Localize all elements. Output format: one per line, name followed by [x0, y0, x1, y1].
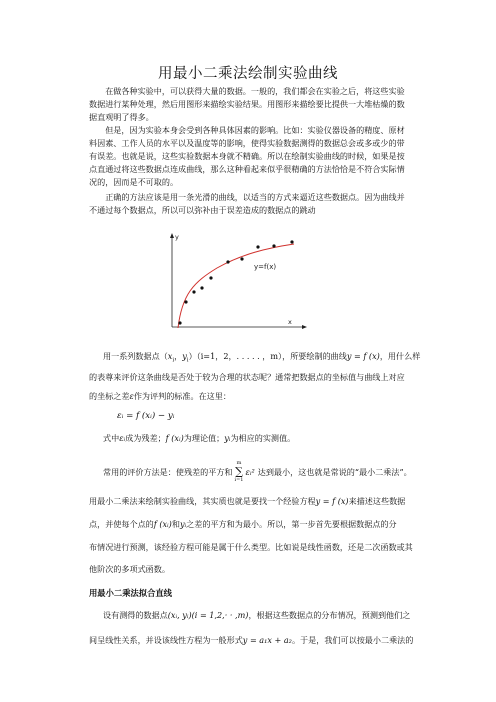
fit-curve-figure [162, 224, 312, 336]
curve-label: y=f(x) [254, 263, 277, 271]
text-line-linear-form: 间呈线性关系，并设该线性方程为一般形式y = a₁x + a₂。于是，我们可以按最小二乘法的 [89, 635, 414, 645]
data-point [226, 260, 229, 263]
text-line-minimize: 点，并使每个点的f (xᵢ)和yᵢ之差的平方和为最小。所以，第一步首先要根据数据点的分 [89, 519, 397, 529]
data-point [184, 300, 187, 303]
fitted-curve [178, 244, 294, 328]
equation-residual: εᵢ = f (xᵢ) − yᵢ [117, 411, 175, 421]
text-line-criterion: 的坐标之差ε作为评判的标准。在这里： [89, 391, 231, 401]
text-line-essence: 用最小二乘法来绘制实验曲线，其实质也就是要找一个经验方程y = f (x)来描述这些数据 [89, 496, 406, 506]
data-point [272, 244, 275, 247]
text-line-data-points: 设有测得的数据点(xᵢ, yᵢ)(i = 1,2,· · ,m)，根据这些数据点的分布情况，预测到他们之 [103, 610, 411, 620]
text-line-polynomial: 他阶次的多项式函数。 [89, 564, 170, 574]
data-point [240, 257, 243, 260]
data-point [256, 245, 259, 248]
y-axis-arrow [170, 233, 174, 238]
data-point [192, 290, 195, 293]
section-heading-linear-fit: 用最小二乘法拟合直线 [89, 588, 172, 598]
x-axis-label: x [288, 318, 292, 326]
text-line-evaluate: 的表尊来评价这条曲线是否处于较为合理的状态呢？通常把数据点的坐标值与曲线上对应 [89, 372, 405, 382]
text-line-distribution: 布情况进行预测，该经验方程可能是属于什么类型。比如说是线性函数，还是二次函数或其 [89, 542, 413, 552]
paragraph-intro: 在做各种实验中，可以获得大量的数据。一般的，我们都会在实验之后，将这些实验数据进行某种处理，然后用图形来描绘实验结果。用图形来描绘要比提供一大堆枯燥的数据直观明了得多。 [89, 86, 405, 123]
text-line-residual-def: 式中εᵢ成为残差；f (xᵢ)为理论值；yᵢ为相应的实测值。 [103, 433, 296, 443]
text-line-sum-of-squares: 常用的评价方法是：使残差的平方和 m ∑ i=1 εᵢ² 达到最小，这也就是常说的“最小二乘法”。 [103, 460, 412, 483]
x-axis-arrow [302, 325, 307, 329]
paragraph-error: 但是，因为实验本身会受到各种具体因素的影响。比如：实验仪器设备的精度、原材料因素、工作人员的水平以及温度等的影响，使得实验数据测得的数据总会或多或少的带有误差。也就是说，这些实验数据本身就不精确。所以在绘制实验曲线的时候，如果是按点直通过将这些数据点连成曲线，那么这种看起来似乎很精确的方法恰恰是不符合实际情况的，因而是不可取的。 [89, 125, 405, 188]
summation-symbol: m ∑ i=1 [234, 460, 244, 483]
data-point [200, 286, 203, 289]
y-axis-label: y [175, 233, 179, 241]
data-point [290, 240, 293, 243]
data-point [209, 276, 212, 279]
data-points [178, 240, 293, 324]
page-title: 用最小二乘法绘制实验曲线 [158, 66, 338, 82]
paragraph-method: 正确的方法应该是用一条光滑的曲线，以适当的方式来逼近这些数据点。因为曲线并不通过每个数据点，所以可以弥补由于误差造成的数据点的跳动 [89, 192, 405, 216]
data-point [178, 321, 181, 324]
text-line-points: 用一系列数据点（$x_i$，$y_i)(i=1$，2，. . . . . ，m），所要绘制的曲线y = f (x)，用什么样 [103, 351, 421, 364]
